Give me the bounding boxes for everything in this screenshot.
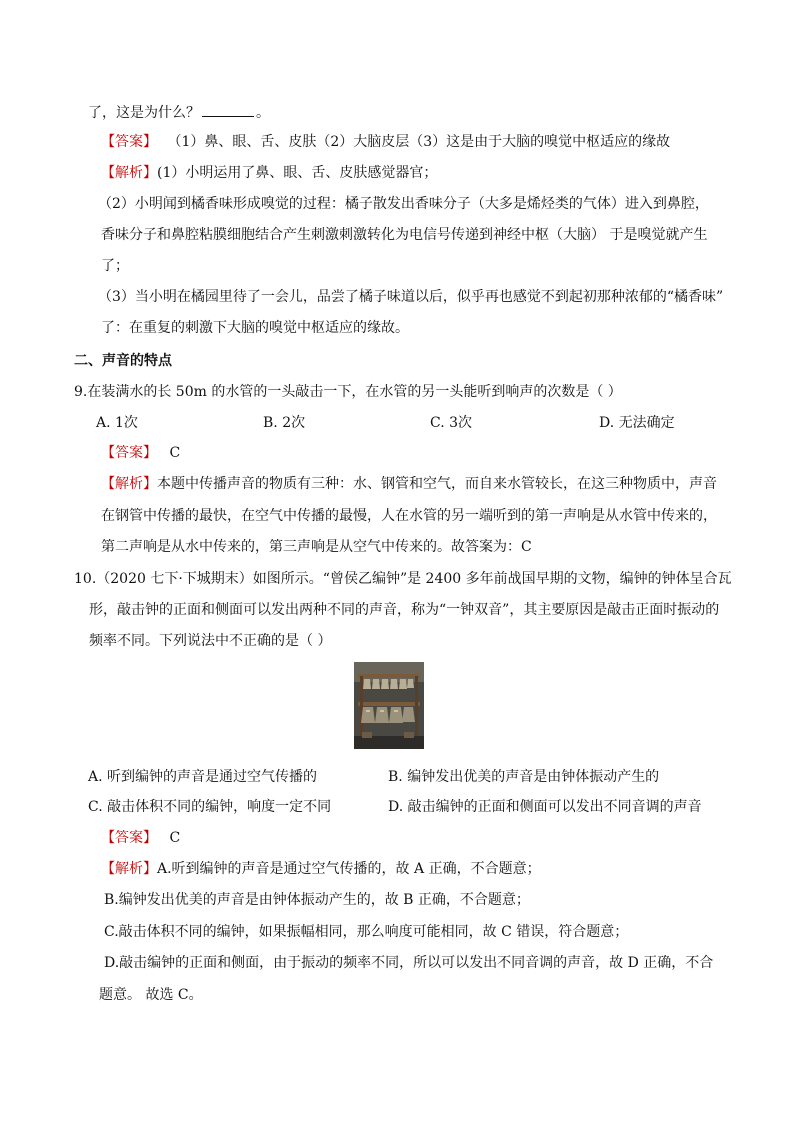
answer-tag: 【答案】 [101, 445, 157, 461]
prev-analysis-line-3: 香味分子和鼻腔粘膜细胞结合产生刺激刺激转化为电信号传递到神经中枢（大脑） 于是嗅觉就产生 [101, 227, 708, 243]
analysis-tag: 【解析】 [101, 165, 157, 181]
q10-stem-line-1: 10.（2020 七下·下城期末）如图所示。“曾侯乙编钟”是 2400 多年前战国早期的文物，编钟的钟体呈合瓦 [74, 571, 732, 587]
answer-text: C [169, 830, 181, 846]
q10-stem-line-3: 频率不同。下列说法中不正确的是（ ） [89, 633, 332, 649]
prev-answer [101, 132, 670, 152]
analysis-text: (1）小明运用了鼻、眼、舌、皮肤感觉器官； [157, 165, 438, 181]
prev-analysis-line-2: （2）小明闻到橘香味形成嗅觉的过程：橘子散发出香味分子（大多是烯烃类的气体）进入到鼻腔， [98, 196, 709, 212]
bianzhong-bells-photo [354, 662, 424, 749]
q10-option-c: C. 敲击体积不同的编钟，响度一定不同 [88, 799, 332, 815]
q10-stem-line-2: 形，敲击钟的正面和侧面可以发出两种不同的声音，称为“一钟双音”，其主要原因是敲击正面时振动的 [89, 602, 720, 618]
q9-option-d: D. 无法确定 [599, 415, 675, 431]
q9-analysis-line-1 [101, 474, 717, 494]
prev-analysis-line-6: 了：在重复的刺激下大脑的嗅觉中枢适应的缘故。 [101, 320, 409, 336]
q10-answer [101, 828, 180, 848]
q10-analysis-line-1 [101, 859, 541, 879]
answer-text: C [169, 445, 181, 461]
analysis-text: A.听到编钟的声音是通过空气传播的，故 A 正确，不合题意； [157, 861, 541, 877]
q10-option-b: B. 编钟发出优美的声音是由钟体振动产生的 [388, 769, 660, 785]
answer-tag: 【答案】 [101, 134, 157, 150]
prev-analysis-line-4: 了； [101, 258, 129, 274]
q9-analysis-line-2: 在钢管中传播的最快，在空气中传播的最慢，人在水管的另一端听到的第一声响是从水管中传来的， [101, 508, 717, 524]
q9-answer [101, 443, 180, 463]
prev-question-tail [88, 102, 270, 123]
q10-analysis-line-4: D.敲击编钟的正面和侧面，由于振动的频率不同，所以可以发出不同音调的声音，故 D 正确，不合 [104, 955, 714, 971]
q10-option-a: A. 听到编钟的声音是通过空气传播的 [88, 769, 318, 785]
q9-option-b: B. 2次 [263, 415, 306, 431]
q10-analysis-line-5: 题意。 故选 C。 [99, 987, 203, 1003]
analysis-text: 本题中传播声音的物质有三种：水、钢管和空气，而自来水管较长，在这三种物质中，声音 [157, 476, 717, 492]
prev-analysis-line-1 [101, 163, 437, 183]
q10-analysis-line-3: C.敲击体积不同的编钟，如果振幅相同，那么响度可能相同，故 C 错误，符合题意； [104, 924, 629, 940]
q10-option-d: D. 敲击编钟的正面和侧面可以发出不同音调的声音 [388, 799, 702, 815]
section-title: 二、声音的特点 [74, 353, 172, 369]
q10-analysis-line-2: B.编钟发出优美的声音是由钟体振动产生的，故 B 正确，不合题意； [104, 892, 530, 908]
prev-analysis-line-5: （3）当小明在橘园里待了一会儿，品尝了橘子味道以后，似乎再也感觉不到起初那种浓郁的“橘香味” [98, 289, 724, 305]
answer-tag: 【答案】 [101, 830, 157, 846]
answer-text: （1）鼻、眼、舌、皮肤（2）大脑皮层（3）这是由于大脑的嗅觉中枢适应的缘故 [167, 134, 671, 150]
prev-question-text: 了，这是为什么？ [88, 105, 200, 121]
q9-option-c: C. 3次 [430, 415, 473, 431]
q9-option-a: A. 1次 [96, 415, 138, 431]
analysis-tag: 【解析】 [101, 861, 157, 877]
analysis-tag: 【解析】 [101, 476, 157, 492]
q9-stem: 9.在装满水的长 50m 的水管的一头敲击一下，在水管的另一头能听到响声的次数是（ ） [74, 384, 622, 400]
bells-illustration [354, 662, 424, 749]
prev-question-end: 。 [256, 105, 270, 121]
answer-blank [202, 102, 254, 117]
q9-analysis-line-3: 第二声响是从水中传来的，第三声响是从空气中传来的。故答案为：C [101, 539, 532, 555]
